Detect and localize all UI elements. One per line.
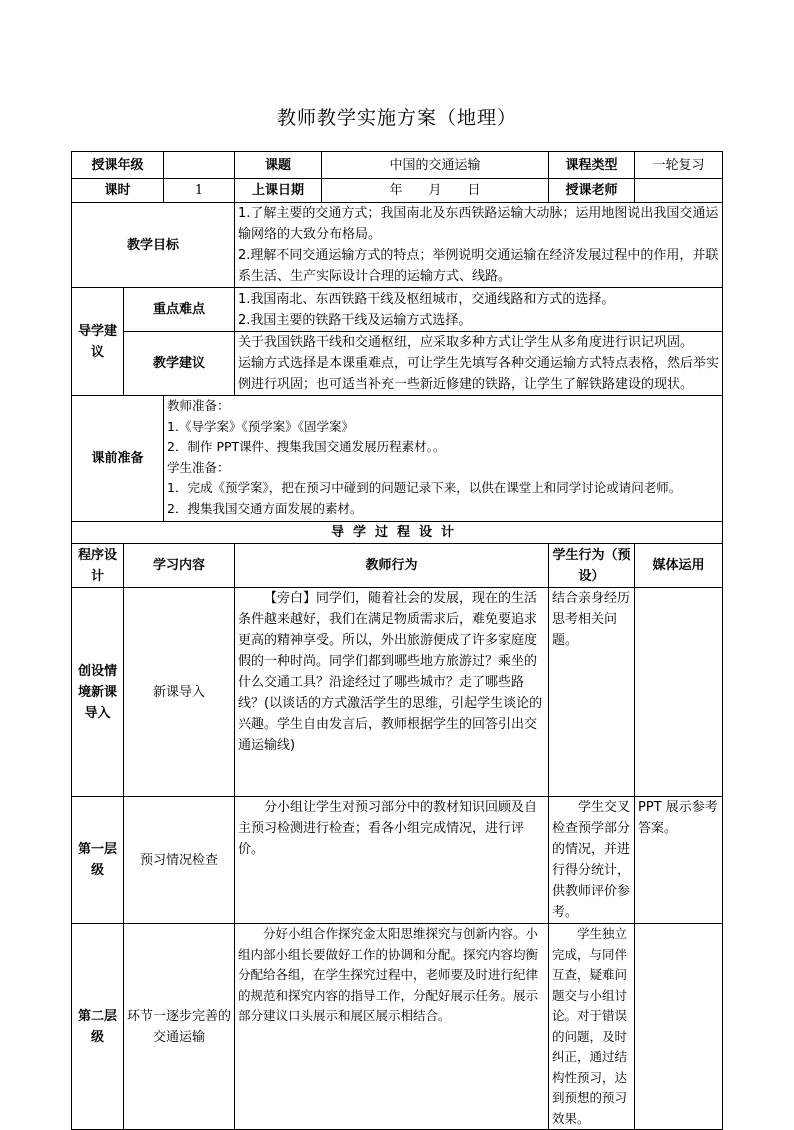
header-row-2 (72, 179, 723, 203)
table-row (72, 924, 723, 1130)
content-cell: 新课导入 (124, 588, 235, 797)
content-cell: 环节一逐步完善的交通运输 (124, 924, 235, 1130)
key-points-row (72, 288, 723, 332)
student-prep-2: 2．搜集我国交通方面发展的素材。 (167, 500, 363, 516)
table-row (72, 797, 723, 924)
teacher-action-cell: 【旁白】同学们，随着社会的发展，现在的生活条件越来越好，我们在满足物质需求后，难免要追求更高的精神享受。所以，外出旅游便成了许多家庭度假的一种时尚。同学们都到哪些地方旅游过？乘坐的什么交通工具？沿途经过了哪些城市？走了哪些路线？(以谈话的方式激活学生的思维，引起学生谈论的兴趣。学生自由发言后，教师根据学生的回答引出交通运输线) (235, 588, 549, 797)
teacher-action-cell: 分小组让学生对预习部分中的教材知识回顾及自主预习检测进行检查；看各小组完成情况，进行评价。 (235, 797, 549, 924)
content-cell: 预习情况检查 (124, 797, 235, 924)
student-action-cell: 结合亲身经历思考相关问题。 (549, 588, 635, 797)
col-student-header: 学生行为（预设） (549, 544, 635, 588)
key-point-1: 1.我国南北、东西铁路干线及枢纽城市，交通线路和方式的选择。 (238, 291, 615, 307)
student-action-cell: 学生独立完成，与同伴互查，疑难问题交与小组讨论。对于错误的问题，及时纠正，通过结构性预习，达到预想的预习效果。 (549, 924, 635, 1130)
key-points-content (235, 288, 723, 332)
stage-cell: 第二层级 (72, 924, 124, 1130)
teacher-prep-title: 教师准备： (167, 398, 230, 413)
hours-label: 课时 (72, 179, 164, 203)
teacher-label: 授课老师 (549, 179, 635, 203)
media-cell (635, 924, 723, 1130)
teacher-action-cell: 分好小组合作探究金太阳思维探究与创新内容。小组内部小组长要做好工作的协调和分配。探究内容均衡分配给各组，在学生探究过程中，老师要及时进行纪律的规范和探究内容的指导工作，分配好展示任务。展示部分建议口头展示和展区展示相结合。 (235, 924, 549, 1130)
page-title: 教师教学实施方案（地理） (276, 107, 517, 129)
teacher-prep-1: 1.《导学案》《预学案》《固学案》 (167, 418, 354, 434)
process-header-row (72, 544, 723, 588)
key-point-2: 2.我国主要的铁路干线及运输方式选择。 (238, 312, 472, 328)
goal-line-1: 1.了解主要的交通方式；我国南北及东西铁路运输大动脉；运用地图说出我国交通运输网络的大致分布格局。 (238, 206, 719, 242)
student-action-cell: 学生交叉检查预学部分的情况，并进行得分统计，供教师评价参考。 (549, 797, 635, 924)
goals-content (235, 203, 723, 288)
teaching-advice-1: 关于我国铁路干线和交通枢纽，应采取多种方式让学生从多角度进行识记巩固。 (238, 335, 694, 350)
preparation-row (72, 396, 723, 522)
process-title: 导学过程设计 (72, 522, 723, 544)
process-title-row (72, 522, 723, 544)
grade-label: 授课年级 (72, 152, 164, 179)
preparation-content (164, 396, 723, 522)
col-teacher-header: 教师行为 (235, 544, 549, 588)
topic-label: 课题 (235, 152, 322, 179)
type-label: 课程类型 (549, 152, 635, 179)
date-value: 年 月 日 (322, 179, 549, 203)
hours-value: 1 (164, 179, 235, 203)
topic-value: 中国的交通运输 (322, 152, 549, 179)
student-prep-title: 学生准备： (167, 459, 230, 475)
goals-label: 教学目标 (72, 203, 235, 288)
student-prep-1: 1．完成《预学案》，把在预习中碰到的问题记录下来，以供在课堂上和同学讨论或请问老师。 (167, 480, 682, 495)
goal-line-2: 2.理解不同交通运输方式的特点；举例说明交通运输在经济发展过程中的作用，并联系生活、生产实际设计合理的运输方式、线路。 (238, 248, 719, 284)
key-points-label: 重点难点 (124, 288, 235, 332)
col-stage-header: 程序设计 (72, 544, 124, 588)
grade-value (164, 152, 235, 179)
header-row-1 (72, 152, 723, 179)
goals-row (72, 203, 723, 288)
type-value: 一轮复习 (635, 152, 723, 179)
table-row (72, 588, 723, 797)
guide-label: 导学建议 (72, 288, 124, 396)
preparation-label: 课前准备 (72, 396, 164, 522)
teaching-advice-content (235, 332, 723, 396)
teaching-advice-label: 教学建议 (124, 332, 235, 396)
lesson-plan-table (71, 151, 723, 1130)
col-media-header: 媒体运用 (635, 544, 723, 588)
media-cell (635, 588, 723, 797)
teacher-value (635, 179, 723, 203)
teacher-prep-2: 2．制作 PPT课件、搜集我国交通发展历程素材。。 (167, 439, 446, 454)
teaching-advice-2: 运输方式选择是本课重难点，可让学生先填写各种交通运输方式特点表格，然后举实例进行巩固；也可适当补充一些新近修建的铁路，让学生了解铁路建设的现状。 (238, 356, 720, 392)
teaching-advice-row (72, 332, 723, 396)
date-label: 上课日期 (235, 179, 322, 203)
col-content-header: 学习内容 (124, 544, 235, 588)
stage-cell: 创设情境新课导入 (72, 588, 124, 797)
media-cell: PPT 展示参考答案。 (635, 797, 723, 924)
stage-cell: 第一层级 (72, 797, 124, 924)
